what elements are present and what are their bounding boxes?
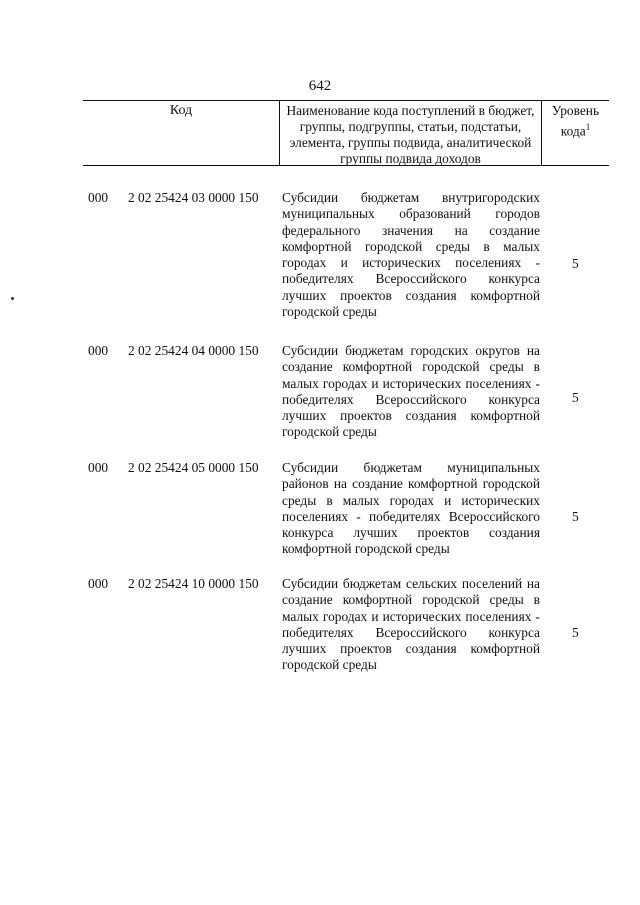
row-name: Субсидии бюджетам внутригородских муниципальных образований городов федерального значения на создание комфортной городской среды в малых городах и исторических поселениях - победителях Всероссийского конкурса лучших проектов создания комфортной городской среды [282, 190, 540, 320]
table-header [83, 100, 609, 166]
row-prefix: 000 [88, 576, 109, 591]
header-level-footnote: 1 [585, 122, 591, 132]
scan-dot [11, 297, 14, 300]
row-level: 5 [572, 509, 579, 524]
row-level: 5 [572, 625, 579, 640]
row-name: Субсидии бюджетам городских округов на создание комфортной городской среды в малых городах и исторических поселениях - победителях Всероссийского конкурса лучших проектов создания комфортной городской среды [282, 343, 540, 440]
row-level: 5 [572, 390, 579, 405]
row-code: 2 02 25424 05 0000 150 [128, 460, 259, 475]
row-name: Субсидии бюджетам муниципальных районов на создание комфортной городской среды в малых городах и исторических поселениях - победителях Всероссийского конкурса лучших проектов создания комфортной городской среды [282, 460, 540, 557]
row-code: 2 02 25424 04 0000 150 [128, 343, 259, 358]
row-level: 5 [572, 256, 579, 271]
row-code: 2 02 25424 03 0000 150 [128, 190, 259, 205]
header-level [542, 101, 609, 167]
header-level-label: Уровень кода [551, 103, 600, 139]
row-code: 2 02 25424 10 0000 150 [128, 576, 259, 591]
row-prefix: 000 [88, 343, 109, 358]
row-prefix: 000 [88, 460, 109, 475]
page-number: 642 [308, 78, 332, 94]
row-name: Субсидии бюджетам сельских поселений на создание комфортной городской среды в малых городах и исторических поселениях - победителях Всероссийского конкурса лучших проектов создания комфортной городской среды [282, 576, 540, 673]
row-prefix: 000 [88, 190, 109, 205]
header-code: Код [83, 101, 280, 165]
header-name: Наименование кода поступлений в бюджет, группы, подгруппы, статьи, подстатьи, элемента, группы подвида, аналитической группы подвида доходов [280, 101, 542, 165]
